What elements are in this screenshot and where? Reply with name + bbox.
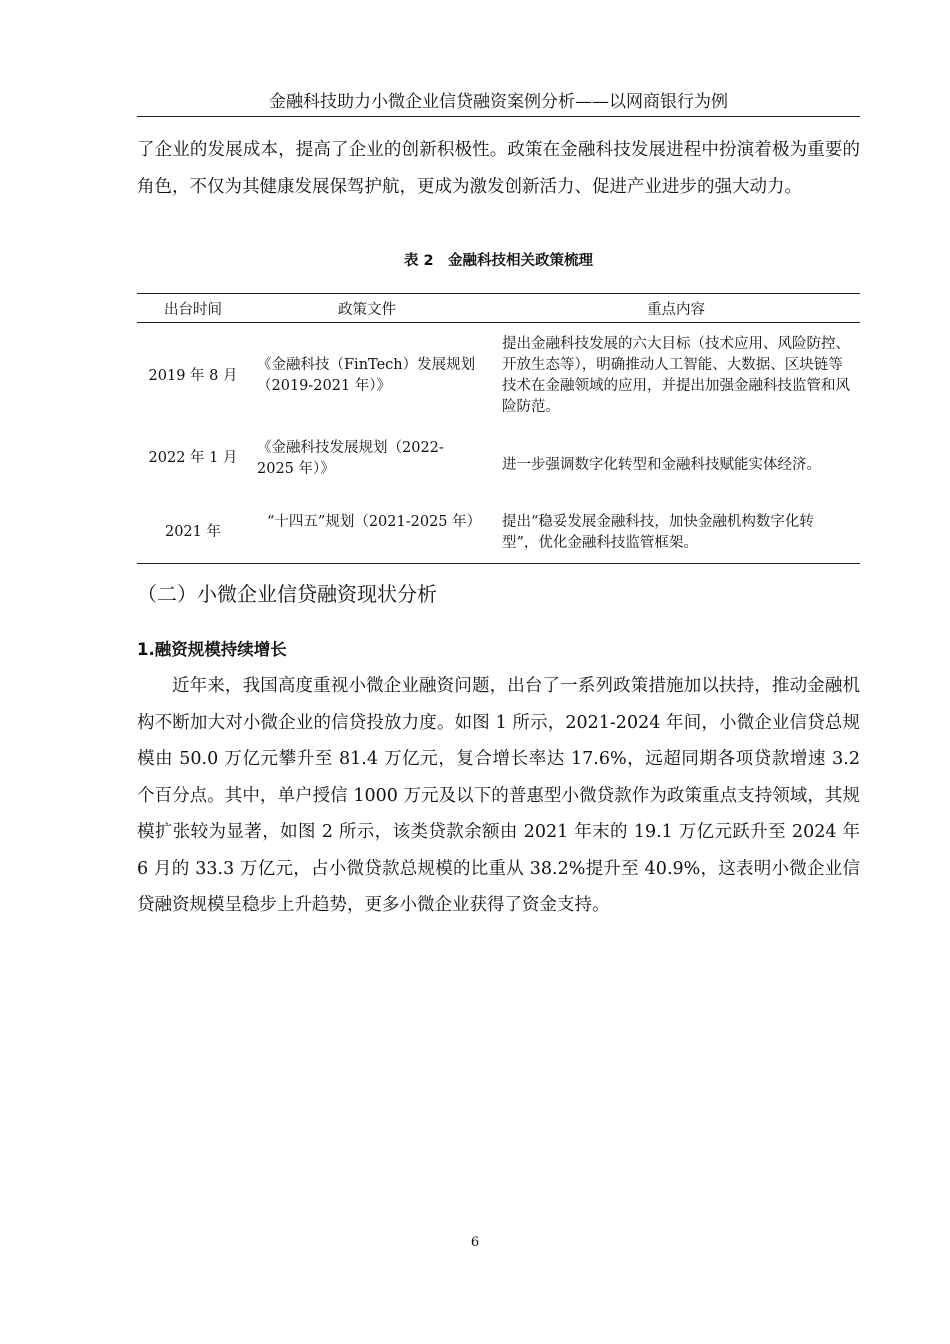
table-caption: 表 2 金融科技相关政策梳理	[403, 253, 594, 269]
table-row	[137, 323, 860, 430]
column-header-content: 重点内容	[487, 294, 860, 323]
running-header: 金融科技助力小微企业信贷融资案例分析——以网商银行为例	[137, 90, 860, 117]
policy-table	[137, 293, 860, 564]
subsection-heading: 1.融资规模持续增长	[137, 640, 287, 659]
column-header-document: 政策文件	[249, 294, 487, 323]
cell-content: 进一步强调数字化转型和金融科技赋能实体经济。	[502, 456, 821, 473]
section-heading: （二）小微企业信贷融资现状分析	[137, 582, 437, 606]
table-row	[137, 512, 860, 564]
cell-document: 《金融科技（FinTech）发展规划（2019-2021 年）》	[257, 357, 476, 395]
cell-content: 提出“稳妥发展金融科技，加快金融机构数字化转型”，优化金融科技监管框架。	[487, 512, 860, 564]
table-row	[137, 430, 860, 512]
cell-time: 2022 年 1 月	[148, 449, 238, 466]
cell-time: 2019 年 8 月	[148, 367, 238, 384]
cell-time: 2021 年	[137, 512, 249, 564]
table-header-row	[137, 294, 860, 323]
cell-document: 《金融科技发展规划（2022-2025 年）》	[257, 439, 444, 477]
cell-content: 提出金融科技发展的六大目标（技术应用、风险防控、开放生态等），明确推动人工智能、大数据、区块链等技术在金融领域的应用，并提出加强金融科技监管和风险防范。	[502, 336, 850, 416]
column-header-time: 出台时间	[137, 294, 249, 323]
body-paragraph: 近年来，我国高度重视小微企业融资问题，出台了一系列政策措施加以扶持，推动金融机构不断加大对小微企业的信贷投放力度。如图 1 所示，2021-2024 年间，小微企业信贷总规模由 50.0 万亿元攀升至 81.4 万亿元，复合增长率达 17.6%，远超同期各项贷款增速 3.2 个百分点。其中，单户授信 1000 万元及以下的普惠型小微贷款作为政策重点支持领域，其规模扩张较为显著，如图 2 所示，该类贷款余额由 2021 年末的 19.1 万亿元跃升至 2024 年 6 月的 33.3 万亿元，占小微贷款总规模的比重从 38.2%提升至 40.9%，这表明小微企业信贷融资规模呈稳步上升趋势，更多小微企业获得了资金支持。	[137, 676, 860, 915]
cell-document: “十四五”规划（2021-2025 年）	[249, 512, 487, 564]
page-number: 6	[470, 1235, 480, 1250]
intro-paragraph: 了企业的发展成本，提高了企业的创新积极性。政策在金融科技发展进程中扮演着极为重要的角色，不仅为其健康发展保驾护航，更成为激发创新活力、促进产业进步的强大动力。	[137, 140, 860, 197]
